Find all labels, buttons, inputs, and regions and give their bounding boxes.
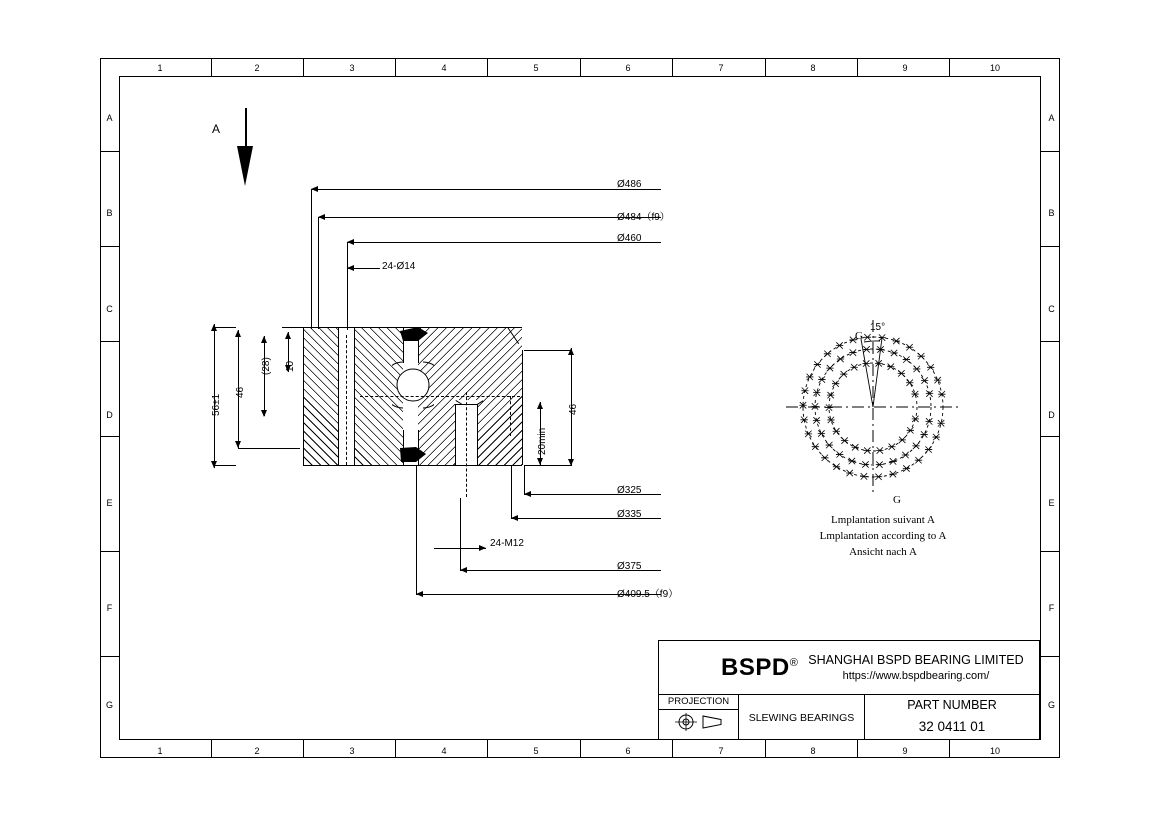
zone-label-col-9: 9 xyxy=(902,63,908,73)
zone-label-row-b-right: B xyxy=(1048,208,1055,218)
thread-hole-edge xyxy=(477,404,478,465)
zone-tick xyxy=(1041,656,1060,657)
plan-gap-label-top: G xyxy=(855,330,863,342)
brand-text: BSPD xyxy=(721,653,790,681)
dim-arrow xyxy=(537,402,543,409)
dim-label-20min: 20min xyxy=(537,427,548,455)
ext-line-d335 xyxy=(511,466,512,518)
dim-arrow xyxy=(235,330,241,337)
zone-label-row-g: G xyxy=(105,700,113,710)
lower-seal-icon xyxy=(398,444,434,466)
zone-label-row-e-right: E xyxy=(1048,498,1055,508)
dim-label-46-left: 46 xyxy=(235,386,246,398)
zone-tick xyxy=(1041,436,1060,437)
zone-label-row-f-right: F xyxy=(1048,603,1055,613)
raceway-arc-icon xyxy=(392,360,434,410)
zone-tick xyxy=(100,436,119,437)
company-url[interactable]: https://www.bspdbearing.com/ xyxy=(842,669,990,682)
aux-center-line xyxy=(510,396,511,436)
zone-label-col-10-bottom: 10 xyxy=(989,746,1000,756)
projection-label: PROJECTION xyxy=(659,695,738,710)
zone-tick xyxy=(100,341,119,342)
plan-caption-de: Ansicht nach A xyxy=(849,546,917,558)
zone-tick xyxy=(580,740,581,758)
dim-arrow xyxy=(511,515,518,521)
zone-tick xyxy=(100,246,119,247)
dim-arrow xyxy=(311,186,318,192)
dim-label-d484: Ø484（f9） xyxy=(617,212,670,223)
zone-tick xyxy=(303,58,304,76)
zone-label-col-6: 6 xyxy=(625,63,631,73)
dim-label-d335: Ø335 xyxy=(617,509,642,520)
plan-gap-label-bottom: G xyxy=(893,494,901,506)
plan-caption-en: Lmplantation according to A xyxy=(819,530,947,542)
dim-arrow xyxy=(347,265,354,271)
section-left-edge xyxy=(303,327,304,465)
zone-label-row-a: A xyxy=(106,113,113,123)
zone-tick xyxy=(303,740,304,758)
part-number-cell xyxy=(865,695,1039,740)
zone-label-col-8: 8 xyxy=(810,63,816,73)
first-angle-projection-icon xyxy=(659,710,738,734)
zone-tick xyxy=(857,740,858,758)
dim-line-d486 xyxy=(311,189,661,190)
zone-tick xyxy=(1041,341,1060,342)
dim-label-56: 56±1 xyxy=(211,393,222,416)
ext-line-d375 xyxy=(460,498,461,570)
gear-plan-view xyxy=(778,312,968,502)
zone-label-row-f: F xyxy=(106,603,113,613)
section-right-edge xyxy=(522,350,523,465)
dim-line-d460 xyxy=(347,242,661,243)
zone-label-col-2-bottom: 2 xyxy=(254,746,260,756)
ext-line-d325 xyxy=(524,466,525,494)
dim-arrow xyxy=(235,441,241,448)
dim-label-d375: Ø375 xyxy=(617,561,642,572)
ext-line-46-left xyxy=(238,448,300,449)
title-block xyxy=(658,640,1040,740)
brand-registered-mark: ® xyxy=(789,656,799,669)
zone-tick xyxy=(487,58,488,76)
zone-tick xyxy=(1041,151,1060,152)
dim-line-28 xyxy=(264,336,265,416)
dim-label-10: 10 xyxy=(285,360,296,372)
zone-tick xyxy=(1041,551,1060,552)
zone-tick xyxy=(487,740,488,758)
section-arrow-label: A xyxy=(212,122,221,136)
product-type-cell: SLEWING BEARINGS xyxy=(739,695,865,740)
dim-arrow xyxy=(416,591,423,597)
dim-arrow xyxy=(347,239,354,245)
zone-label-row-d: D xyxy=(106,410,113,420)
zone-tick xyxy=(211,740,212,758)
brand-name xyxy=(659,654,798,682)
horizontal-center-line xyxy=(360,396,520,397)
zone-tick xyxy=(765,740,766,758)
zone-tick xyxy=(211,58,212,76)
dim-arrow xyxy=(261,410,267,417)
company-name: SHANGHAI BSPD BEARING LIMITED xyxy=(808,652,1024,667)
company-info xyxy=(808,652,1023,684)
zone-label-col-3-bottom: 3 xyxy=(349,746,355,756)
zone-label-col-5-bottom: 5 xyxy=(533,746,539,756)
zone-tick xyxy=(100,151,119,152)
zone-tick xyxy=(1041,246,1060,247)
zone-tick xyxy=(857,58,858,76)
zone-tick xyxy=(949,58,950,76)
zone-label-col-4-bottom: 4 xyxy=(441,746,447,756)
zone-tick xyxy=(580,58,581,76)
section-arrow-head-icon xyxy=(234,146,258,186)
projection-cell xyxy=(659,695,739,740)
bolt-hole-center-line xyxy=(346,335,347,465)
ext-line-d409 xyxy=(416,466,417,594)
dim-line-d484 xyxy=(318,217,661,218)
ext-line-46-right-top xyxy=(524,350,572,351)
zone-label-col-4: 4 xyxy=(441,63,447,73)
zone-label-col-2: 2 xyxy=(254,63,260,73)
title-block-header xyxy=(659,641,1039,695)
plan-angle-label: 15° xyxy=(870,322,886,333)
zone-label-row-b: B xyxy=(106,208,113,218)
zone-tick xyxy=(395,58,396,76)
zone-label-row-c: C xyxy=(106,304,113,314)
zone-tick xyxy=(765,58,766,76)
dim-label-d325: Ø325 xyxy=(617,485,642,496)
dim-arrow xyxy=(460,567,467,573)
zone-label-col-7: 7 xyxy=(718,63,724,73)
zone-tick xyxy=(672,58,673,76)
dim-label-d460: Ø460 xyxy=(617,233,642,244)
ext-line-d460 xyxy=(347,242,348,330)
zone-tick xyxy=(100,551,119,552)
part-number-value: 32 0411 01 xyxy=(918,719,986,734)
zone-label-row-e: E xyxy=(106,498,113,508)
zone-tick xyxy=(100,656,119,657)
bolt-hole-edge xyxy=(354,327,355,465)
dim-label-d409: Ø409.5（f9） xyxy=(617,589,679,600)
zone-label-col-1-bottom: 1 xyxy=(157,746,163,756)
zone-label-col-3: 3 xyxy=(349,63,355,73)
zone-label-col-8-bottom: 8 xyxy=(810,746,816,756)
ext-line-d486 xyxy=(311,189,312,329)
ext-line-10 xyxy=(282,327,304,328)
dim-arrow xyxy=(524,491,531,497)
thread-hole-edge xyxy=(455,404,456,465)
zone-label-col-9-bottom: 9 xyxy=(902,746,908,756)
dim-arrow xyxy=(318,214,325,220)
zone-tick xyxy=(672,740,673,758)
section-arrow-shaft xyxy=(245,108,247,150)
dim-arrow xyxy=(261,336,267,343)
zone-label-col-7-bottom: 7 xyxy=(718,746,724,756)
zone-label-col-5: 5 xyxy=(533,63,539,73)
dim-label-24-14: 24-Ø14 xyxy=(382,261,416,272)
projection-cone-icon xyxy=(700,712,724,732)
ext-line-d484 xyxy=(318,217,319,329)
thread-hole-center-line xyxy=(466,392,467,497)
projection-circle-icon xyxy=(674,712,698,732)
dim-arrow xyxy=(285,332,291,339)
dim-arrow xyxy=(479,545,486,551)
dim-label-24-m12: 24-M12 xyxy=(490,538,524,549)
zone-tick xyxy=(395,740,396,758)
dim-arrow xyxy=(537,458,543,465)
zone-label-row-g-right: G xyxy=(1047,700,1055,710)
zone-label-row-d-right: D xyxy=(1048,410,1055,420)
part-number-label: PART NUMBER xyxy=(907,698,997,712)
dim-label-d486: Ø486 xyxy=(617,179,642,190)
zone-label-row-c-right: C xyxy=(1048,304,1055,314)
ext-line-56-bottom xyxy=(214,465,236,466)
ext-line-56-top xyxy=(214,327,236,328)
dim-label-28: (28) xyxy=(261,357,272,375)
zone-label-row-a-right: A xyxy=(1048,113,1055,123)
upper-seal-icon xyxy=(398,325,434,347)
bolt-hole-edge xyxy=(338,327,339,465)
dim-label-46-right: 46 xyxy=(568,403,579,415)
zone-label-col-10: 10 xyxy=(989,63,1000,73)
zone-tick xyxy=(949,740,950,758)
zone-label-col-6-bottom: 6 xyxy=(625,746,631,756)
zone-label-col-1: 1 xyxy=(157,63,163,73)
ext-line-46-right-bottom xyxy=(524,465,572,466)
plan-caption-fr: Lmplantation suivant A xyxy=(831,514,935,526)
